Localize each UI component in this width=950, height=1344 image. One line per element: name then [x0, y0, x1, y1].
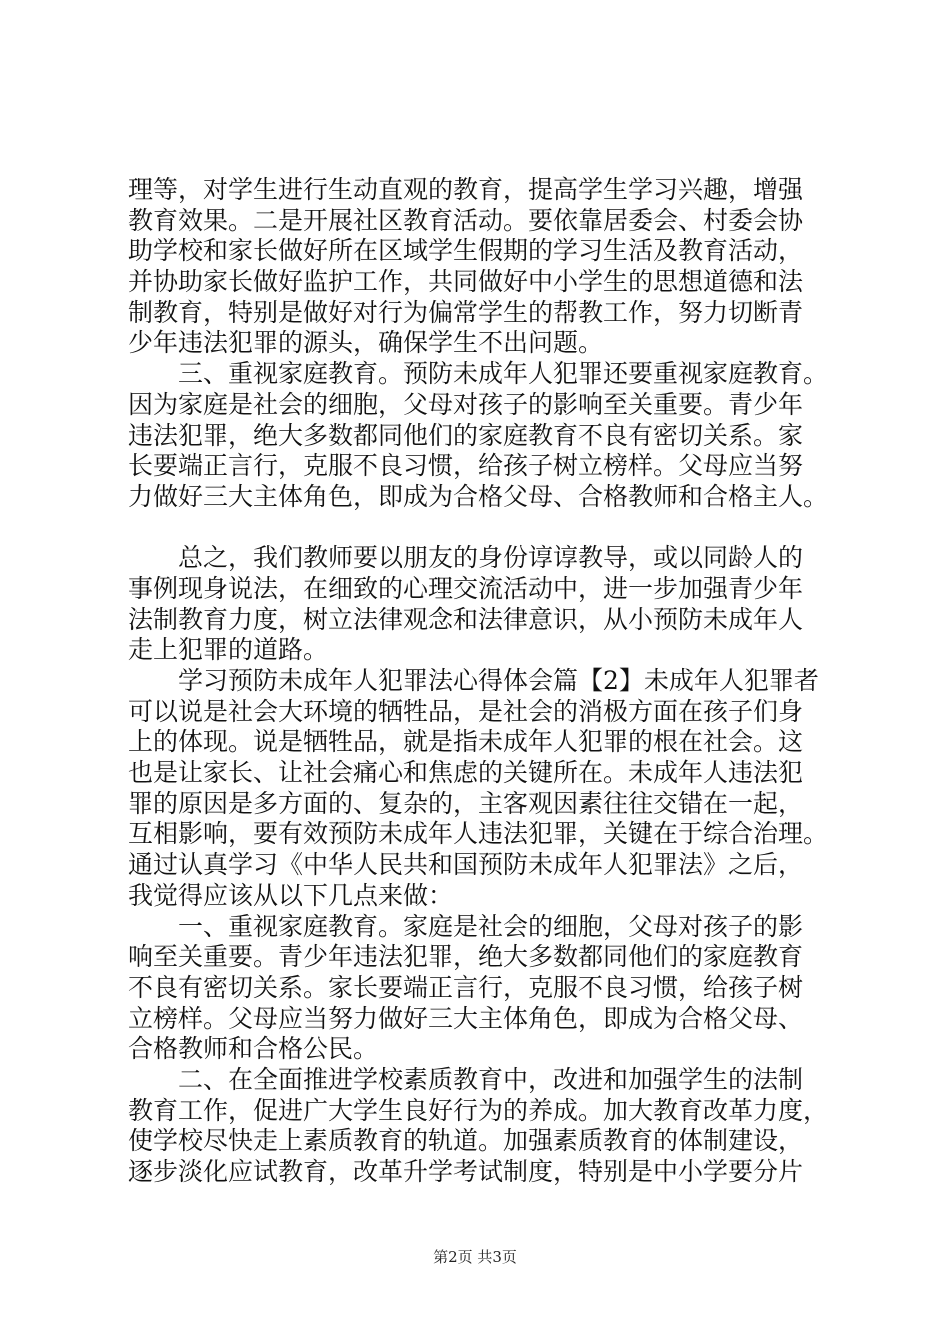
text-line: 因为家庭是社会的细胞，父母对孩子的影响至关重要。青少年 — [128, 389, 804, 419]
text-line: 互相影响，要有效预防未成年人违法犯罪，关键在于综合治理。 — [128, 819, 829, 849]
text-line: 法制教育力度，树立法律观念和法律意识，从小预防未成年人 — [128, 604, 804, 634]
text-line: 合格教师和合格公民。 — [128, 1034, 379, 1064]
text-line: 可以说是社会大环境的牺牲品，是社会的消极方面在孩子们身 — [128, 696, 804, 726]
text-line: 学习预防未成年人犯罪法心得体会篇【2】未成年人犯罪者 — [128, 666, 819, 695]
text-line: 制教育，特别是做好对行为偏常学生的帮教工作，努力切断青 — [128, 297, 804, 327]
page-footer — [0, 1246, 950, 1267]
text-line: 罪的原因是多方面的、复杂的，主客观因素往往交错在一起， — [128, 788, 804, 818]
text-line: 违法犯罪，绝大多数都同他们的家庭教育不良有密切关系。家 — [128, 420, 804, 450]
text-line: 立榜样。父母应当努力做好三大主体角色，即成为合格父母、 — [128, 1003, 804, 1033]
text-line: 事例现身说法，在细致的心理交流活动中，进一步加强青少年 — [128, 573, 804, 603]
text-line: 逐步淡化应试教育，改革升学考试制度，特别是中小学要分片 — [128, 1157, 804, 1186]
text-line: 助学校和家长做好所在区域学生假期的学习生活及教育活动， — [128, 236, 804, 266]
text-line: 使学校尽快走上素质教育的轨道。加强素质教育的体制建设， — [128, 1126, 804, 1156]
text-line: 不良有密切关系。家长要端正言行，克服不良习惯，给孩子树 — [128, 972, 804, 1002]
text-line: 通过认真学习《中华人民共和国预防未成年人犯罪法》之后， — [128, 850, 804, 880]
body-text — [128, 175, 848, 1188]
text-line: 三、重视家庭教育。预防未成年人犯罪还要重视家庭教育。 — [128, 359, 829, 389]
text-line: 长要端正言行，克服不良习惯，给孩子树立榜样。父母应当努 — [128, 451, 804, 481]
text-line: 理等，对学生进行生动直观的教育，提高学生学习兴趣，增强 — [128, 175, 804, 204]
text-line: 响至关重要。青少年违法犯罪，绝大多数都同他们的家庭教育 — [128, 942, 804, 972]
text-line: 教育工作，促进广大学生良好行为的养成。加大教育改革力度， — [128, 1095, 829, 1125]
text-line: 并协助家长做好监护工作，共同做好中小学生的思想道德和法 — [128, 267, 804, 297]
text-line: 走上犯罪的道路。 — [128, 635, 329, 665]
text-line: 总之，我们教师要以朋友的身份谆谆教导，或以同龄人的 — [128, 543, 804, 573]
text-line: 二、在全面推进学校素质教育中，改进和加强学生的法制 — [128, 1064, 804, 1094]
text-line: 力做好三大主体角色，即成为合格父母、合格教师和合格主人。 — [128, 481, 829, 511]
text-line: 我觉得应该从以下几点来做： — [128, 880, 454, 910]
text-line: 一、重视家庭教育。家庭是社会的细胞，父母对孩子的影 — [128, 911, 804, 941]
text-line: 上的体现。说是牺牲品，就是指未成年人犯罪的根在社会。这 — [128, 727, 804, 757]
text-line: 也是让家长、让社会痛心和焦虑的关键所在。未成年人违法犯 — [128, 758, 804, 788]
text-line: 教育效果。二是开展社区教育活动。要依靠居委会、村委会协 — [128, 205, 804, 235]
page-number-label: 第2页 共3页 — [433, 1248, 517, 1266]
paragraph-gap — [128, 513, 848, 544]
text-line: 少年违法犯罪的源头，确保学生不出问题。 — [128, 328, 604, 358]
